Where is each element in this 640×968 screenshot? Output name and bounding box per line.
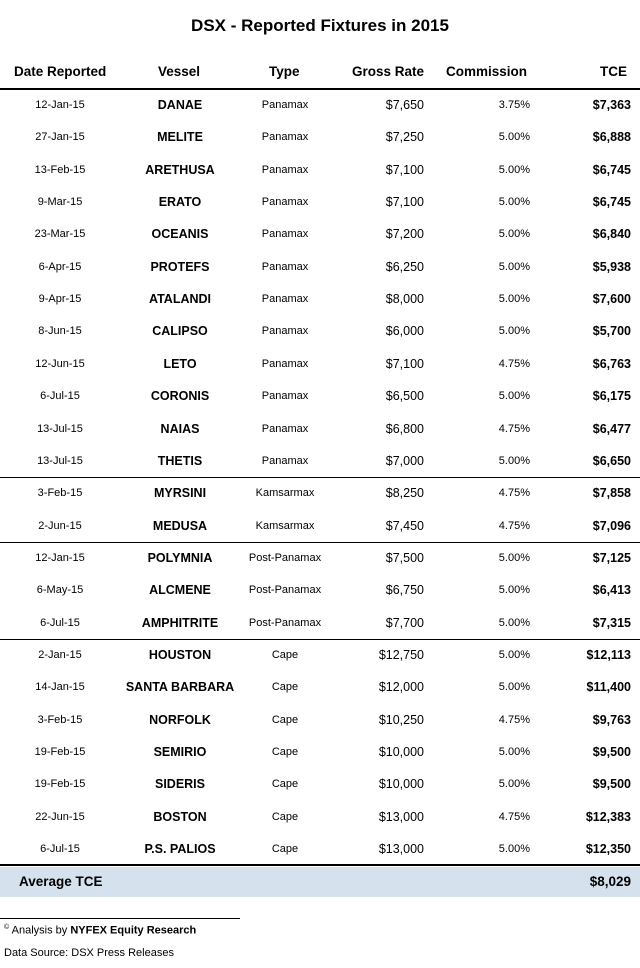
- table-row: [0, 413, 640, 445]
- table-row: [0, 315, 640, 347]
- type-cell: Panamax: [261, 390, 309, 403]
- date-cell: 12-Jan-15: [35, 99, 85, 111]
- tce-cell: $6,745: [592, 195, 631, 210]
- copyright-symbol: ©: [4, 924, 10, 931]
- tce-cell: $6,477: [592, 421, 631, 436]
- tce-cell: $7,600: [592, 292, 631, 307]
- table-row: [0, 671, 640, 703]
- vessel-cell: LETO: [163, 356, 197, 371]
- commission-cell: 4.75%: [498, 357, 530, 370]
- date-cell: 27-Jan-15: [35, 131, 85, 144]
- commission-cell: 5.00%: [498, 293, 530, 306]
- commission-cell: 5.00%: [498, 584, 530, 597]
- table-row: [0, 768, 640, 800]
- tce-cell: $9,763: [592, 712, 631, 727]
- vessel-cell: POLYMNIA: [147, 550, 213, 565]
- commission-cell: 5.00%: [498, 778, 530, 791]
- table-row: [0, 574, 640, 606]
- footer-rule: [0, 918, 240, 919]
- vessel-cell: ARETHUSA: [145, 162, 215, 177]
- vessel-cell: SANTA BARBARA: [125, 680, 235, 695]
- table-row: [0, 639, 640, 671]
- gross-rate-cell: $8,000: [385, 292, 424, 307]
- table-row: [0, 801, 640, 833]
- footer-analysis: [4, 924, 196, 937]
- vessel-cell: NAIAS: [160, 421, 200, 436]
- header-gross-rate: Gross Rate: [352, 64, 425, 79]
- date-cell: 8-Jun-15: [38, 325, 82, 338]
- table-row: [0, 704, 640, 736]
- chart-title: DSX - Reported Fixtures in 2015: [191, 16, 449, 35]
- vessel-cell: SIDERIS: [154, 777, 205, 792]
- date-cell: 6-May-15: [36, 584, 84, 597]
- commission-cell: 4.75%: [498, 422, 530, 435]
- tce-cell: $7,858: [592, 486, 631, 501]
- table-row: [0, 510, 640, 542]
- vessel-cell: ALCMENE: [149, 583, 211, 598]
- vessel-cell: CORONIS: [150, 389, 210, 404]
- vessel-cell: PROTEFS: [150, 259, 210, 274]
- commission-cell: 5.00%: [498, 196, 530, 209]
- commission-cell: 4.75%: [498, 487, 530, 500]
- gross-rate-cell: $7,100: [385, 356, 424, 371]
- tce-cell: $6,888: [592, 130, 631, 145]
- table-row: [0, 218, 640, 250]
- header-vessel: Vessel: [158, 64, 201, 79]
- commission-cell: 5.00%: [498, 325, 530, 338]
- type-cell: Panamax: [261, 163, 309, 176]
- tce-cell: $12,113: [586, 647, 631, 662]
- date-cell: 6-Jul-15: [40, 390, 80, 403]
- table-row: [0, 348, 640, 380]
- tce-cell: $5,938: [592, 259, 631, 274]
- commission-cell: 5.00%: [498, 843, 530, 856]
- gross-rate-cell: $13,000: [378, 842, 424, 857]
- average-tce-value: $8,029: [589, 874, 631, 889]
- vessel-cell: CALIPSO: [152, 324, 208, 339]
- type-cell: Panamax: [261, 99, 309, 111]
- gross-rate-cell: $6,800: [385, 421, 424, 436]
- vessel-cell: OCEANIS: [151, 227, 209, 242]
- commission-cell: 5.00%: [498, 648, 530, 661]
- tce-cell: $7,315: [592, 615, 631, 630]
- tce-cell: $11,400: [586, 680, 631, 695]
- commission-cell: 5.00%: [498, 681, 530, 694]
- table-row: [0, 445, 640, 477]
- table-row: [0, 121, 640, 153]
- commission-cell: 5.00%: [498, 454, 530, 467]
- gross-rate-cell: $10,250: [378, 712, 424, 727]
- vessel-cell: MYRSINI: [153, 486, 207, 501]
- table-row: [0, 736, 640, 768]
- date-cell: 13-Jul-15: [37, 454, 83, 467]
- type-cell: Cape: [271, 648, 299, 661]
- type-cell: Cape: [271, 843, 299, 856]
- gross-rate-cell: $6,500: [385, 389, 424, 404]
- gross-rate-cell: $7,200: [385, 227, 424, 242]
- gross-rate-cell: $10,000: [378, 745, 424, 759]
- commission-cell: 4.75%: [498, 810, 530, 823]
- header-commission: Commission: [446, 64, 528, 79]
- gross-rate-cell: $7,100: [385, 162, 424, 177]
- gross-rate-cell: $7,100: [385, 195, 424, 210]
- commission-cell: 4.75%: [498, 519, 530, 532]
- date-cell: 13-Jul-15: [37, 422, 83, 435]
- analysis-prefix: Analysis by: [11, 924, 68, 937]
- gross-rate-cell: $8,250: [385, 486, 424, 501]
- table-row: [0, 833, 640, 865]
- vessel-cell: NORFOLK: [149, 712, 211, 727]
- table-row: [0, 89, 640, 121]
- table-row: [0, 251, 640, 283]
- date-cell: 13-Feb-15: [34, 163, 86, 176]
- date-cell: 2-Jan-15: [38, 648, 82, 661]
- tce-cell: $6,763: [592, 356, 631, 371]
- type-cell: Panamax: [261, 422, 309, 435]
- date-cell: 19-Feb-15: [34, 746, 86, 758]
- tce-cell: $6,413: [592, 583, 631, 598]
- table-row: [0, 283, 640, 315]
- type-cell: Panamax: [261, 131, 309, 144]
- commission-cell: 5.00%: [498, 551, 530, 564]
- type-cell: Panamax: [261, 260, 309, 273]
- type-cell: Cape: [271, 681, 299, 694]
- vessel-cell: BOSTON: [153, 809, 207, 824]
- gross-rate-cell: $7,000: [385, 453, 424, 468]
- gross-rate-cell: $12,000: [378, 680, 424, 695]
- table-row: [0, 607, 640, 639]
- type-cell: Panamax: [261, 228, 309, 241]
- commission-cell: 5.00%: [498, 260, 530, 273]
- type-cell: Kamsarmax: [255, 519, 315, 532]
- gross-rate-cell: $7,650: [385, 98, 424, 112]
- header-type: Type: [269, 64, 300, 79]
- tce-cell: $7,096: [592, 518, 631, 533]
- analysis-author: NYFEX Equity Research: [70, 924, 197, 937]
- type-cell: Panamax: [261, 196, 309, 209]
- type-cell: Cape: [271, 746, 299, 758]
- type-cell: Post-Panamax: [248, 584, 322, 597]
- table-row: [0, 477, 640, 509]
- date-cell: 9-Mar-15: [37, 196, 83, 209]
- tce-cell: $12,383: [585, 809, 631, 824]
- average-tce-row: [0, 867, 640, 897]
- type-cell: Panamax: [261, 357, 309, 370]
- commission-cell: 5.00%: [498, 616, 530, 629]
- tce-cell: $6,650: [592, 453, 631, 468]
- date-cell: 3-Feb-15: [37, 487, 83, 500]
- table-row: [0, 542, 640, 574]
- date-cell: 19-Feb-15: [34, 778, 86, 791]
- vessel-cell: MELITE: [157, 130, 203, 145]
- date-cell: 12-Jun-15: [35, 357, 85, 370]
- gross-rate-cell: $10,000: [378, 777, 424, 792]
- commission-cell: 4.75%: [498, 713, 530, 726]
- type-cell: Post-Panamax: [248, 551, 322, 564]
- gross-rate-cell: $7,500: [385, 550, 424, 565]
- gross-rate-cell: $13,000: [378, 809, 424, 824]
- tce-cell: $7,363: [592, 98, 631, 112]
- date-cell: 3-Feb-15: [37, 713, 83, 726]
- date-cell: 22-Jun-15: [35, 810, 85, 823]
- header-tce: TCE: [600, 64, 627, 79]
- commission-cell: 5.00%: [498, 228, 530, 241]
- commission-cell: 5.00%: [498, 163, 530, 176]
- vessel-cell: SEMIRIO: [153, 745, 207, 759]
- gross-rate-cell: $6,250: [385, 259, 424, 274]
- header-date: Date Reported: [14, 64, 107, 79]
- vessel-cell: HOUSTON: [148, 647, 212, 662]
- footer-source: Data Source: DSX Press Releases: [4, 947, 174, 959]
- table-header: [0, 64, 640, 82]
- type-cell: Panamax: [261, 454, 309, 467]
- tce-cell: $6,175: [592, 389, 631, 404]
- type-cell: Panamax: [261, 325, 309, 338]
- tce-cell: $6,745: [592, 162, 631, 177]
- date-cell: 14-Jan-15: [35, 681, 85, 694]
- vessel-cell: THETIS: [157, 453, 203, 468]
- date-cell: 6-Apr-15: [38, 260, 82, 273]
- tce-cell: $6,840: [592, 227, 631, 242]
- commission-cell: 5.00%: [498, 131, 530, 144]
- table-row: [0, 154, 640, 186]
- vessel-cell: P.S. PALIOS: [144, 842, 216, 857]
- type-cell: Cape: [271, 713, 299, 726]
- table-row: [0, 186, 640, 218]
- tce-cell: $7,125: [592, 550, 631, 565]
- tce-cell: $9,500: [592, 777, 631, 792]
- date-cell: 2-Jun-15: [38, 519, 82, 532]
- bottom-rule: [0, 864, 640, 866]
- vessel-cell: ATALANDI: [148, 292, 212, 307]
- gross-rate-cell: $7,450: [385, 518, 424, 533]
- gross-rate-cell: $6,000: [385, 324, 424, 339]
- commission-cell: 5.00%: [498, 390, 530, 403]
- gross-rate-cell: $7,250: [385, 130, 424, 145]
- vessel-cell: DANAE: [157, 98, 203, 112]
- date-cell: 9-Apr-15: [38, 293, 82, 306]
- gross-rate-cell: $12,750: [378, 647, 424, 662]
- type-cell: Cape: [271, 810, 299, 823]
- tce-cell: $12,350: [585, 842, 631, 857]
- date-cell: 6-Jul-15: [40, 616, 80, 629]
- date-cell: 23-Mar-15: [34, 228, 86, 241]
- vessel-cell: ERATO: [158, 195, 202, 210]
- average-tce-label: Average TCE: [19, 874, 103, 889]
- gross-rate-cell: $7,700: [385, 615, 424, 630]
- date-cell: 6-Jul-15: [40, 843, 80, 856]
- date-cell: 12-Jan-15: [35, 551, 85, 564]
- tce-cell: $9,500: [592, 745, 631, 759]
- type-cell: Post-Panamax: [248, 616, 322, 629]
- commission-cell: 5.00%: [498, 746, 530, 758]
- type-cell: Cape: [271, 778, 299, 791]
- table-row: [0, 380, 640, 412]
- type-cell: Kamsarmax: [255, 487, 315, 500]
- type-cell: Panamax: [261, 293, 309, 306]
- vessel-cell: MEDUSA: [152, 518, 208, 533]
- tce-cell: $5,700: [592, 324, 631, 339]
- vessel-cell: AMPHITRITE: [141, 615, 219, 630]
- gross-rate-cell: $6,750: [385, 583, 424, 598]
- commission-cell: 3.75%: [498, 99, 530, 111]
